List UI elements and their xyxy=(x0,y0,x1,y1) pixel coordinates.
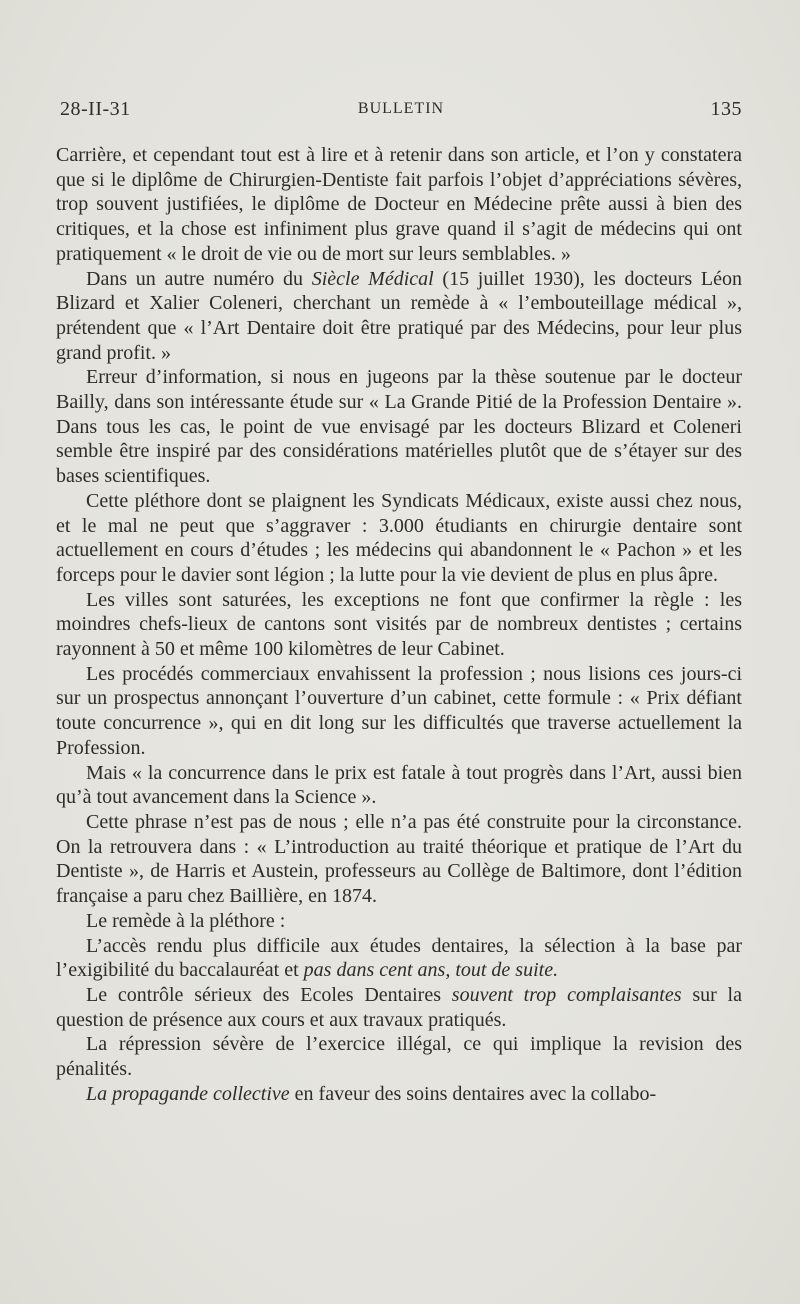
paragraph-text: L’accès rendu plus difficile aux études dentaires, la sélection à la base par l’exigibilité du baccalauréat et xyxy=(56,934,742,982)
paragraph-text: Le remède à la pléthore : xyxy=(86,909,286,932)
paragraph xyxy=(56,934,742,983)
paragraph-text: Les procédés commerciaux envahissent la profession ; nous lisions ces jours-ci sur un prospectus annonçant l’ouverture d’un cabinet, cette formule : « Prix défiant toute concurrence », qui en dit long sur les difficultés que traverse actuellement la Profession. xyxy=(56,662,742,759)
paragraph xyxy=(56,1032,742,1081)
paragraph xyxy=(56,761,742,810)
paragraph-text: Cette phrase n’est pas de nous ; elle n’a pas été construite pour la circonstance. On la retrouvera dans : « L’introduction au traité théorique et pratique de l’Art du Dentiste », de Harris et Austein, professeurs au Collège de Baltimore, dont l’édition française a paru chez Baillière, en 1874. xyxy=(56,810,742,908)
paragraph-text: sur la question de présence aux cours et aux travaux pratiqués. xyxy=(56,983,742,1031)
paragraph xyxy=(56,588,742,662)
paragraph xyxy=(56,983,742,1032)
article-body xyxy=(56,143,742,1106)
paragraph-text: Le contrôle sérieux des Ecoles Dentaires xyxy=(86,983,452,1006)
paragraph xyxy=(56,489,742,588)
italic-text: La propagande collective xyxy=(86,1082,290,1105)
paragraph xyxy=(56,662,742,761)
paragraph-text: Cette pléthore dont se plaignent les Syndicats Médicaux, existe aussi chez nous, et le mal ne peut que s’aggraver : 3.000 étudiants en chirurgie dentaire sont actuellement en cours d’études ; les médecins qui abandonnent le « Pachon » et les forceps pour le davier sont légion ; la lutte pour la vie devient de plus en plus âpre. xyxy=(56,489,742,586)
paragraph-text: Mais « la concurrence dans le prix est fatale à tout progrès dans l’Art, aussi bien qu’à tout avancement dans la Science ». xyxy=(56,761,742,809)
paragraph xyxy=(56,1082,742,1107)
header-title: BULLETIN xyxy=(357,100,445,117)
paragraph xyxy=(56,143,742,267)
paragraph xyxy=(56,810,742,909)
paragraph xyxy=(56,909,742,934)
italic-text: souvent trop complaisantes xyxy=(451,983,682,1006)
paragraph xyxy=(56,365,742,489)
italic-text: Siècle Médical xyxy=(311,267,434,290)
paragraph-text: La répression sévère de l’exercice illégal, ce qui implique la revision des pénalités. xyxy=(56,1033,742,1081)
running-header xyxy=(60,98,742,128)
paragraph xyxy=(56,267,742,366)
paragraph-text: en faveur des soins dentaires avec la collabo- xyxy=(289,1082,657,1105)
italic-text: pas dans cent ans, tout de suite. xyxy=(303,959,559,982)
paragraph-text: Les villes sont saturées, les exceptions ne font que confirmer la règle : les moindres chefs-lieux de cantons sont visités par de nombreux dentistes ; certains rayonnent à 50 et même 100 kilomètres de leur Cabinet. xyxy=(56,588,742,661)
page-number: 135 xyxy=(710,98,742,120)
paragraph-text: Carrière, et cependant tout est à lire et à retenir dans son article, et l’on y constatera que si le diplôme de Chirurgien-Dentiste fait parfois l’objet d’appréciations sévères, trop souvent justifiées, le diplôme de Docteur en Médecine prête aussi à bien des critiques, et la chose est infiniment plus grave quand il s’agit de médecins qui ont pratiquement « le droit de vie ou de mort sur leurs semblables. » xyxy=(56,144,742,265)
header-date: 28-II-31 xyxy=(60,98,131,120)
paragraph-text: Dans un autre numéro du xyxy=(86,267,312,290)
paragraph-text: (15 juillet 1930), les docteurs Léon Blizard et Xalier Coleneri, cherchant un remède à « l’embouteillage médical », prétendent que « l’Art Dentaire doit être pratiqué par des Médecins, pour leur plus grand profit. » xyxy=(56,267,742,364)
paragraph-text: Erreur d’information, si nous en jugeons par la thèse soutenue par le docteur Bailly, dans son intéressante étude sur « La Grande Pitié de la Profession Dentaire ». Dans tous les cas, le point de vue envisagé par les docteurs Blizard et Coleneri semble être inspiré par des considérations matérielles plutôt que de s’étayer sur des bases scientifiques. xyxy=(56,366,742,488)
